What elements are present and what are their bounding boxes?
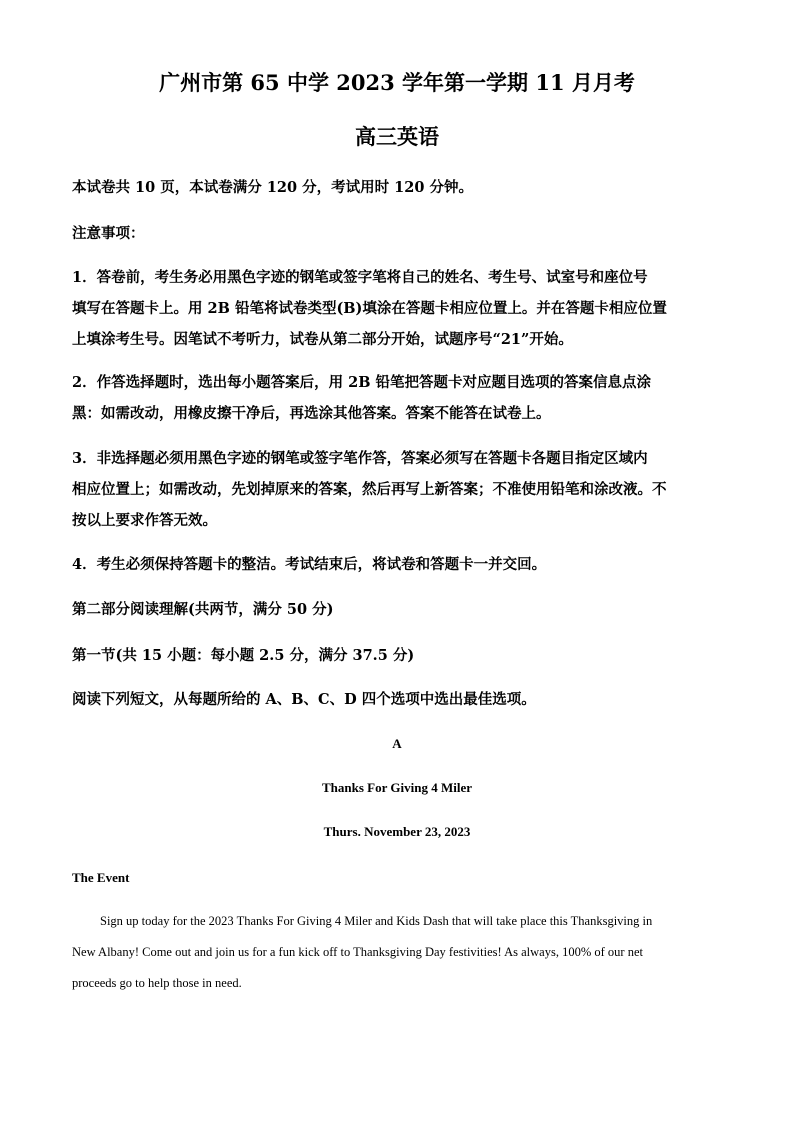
passage-date: Thurs. November 23, 2023 (323, 824, 471, 839)
notice-line: 3．非选择题必须用黑色字迹的钢笔或签字笔作答，答案必须写在答题卡各题目指定区域内 (72, 450, 648, 467)
event-heading: The Event (72, 870, 130, 885)
notice-item-2 (72, 367, 722, 429)
notice-line: 相应位置上；如需改动，先划掉原来的答案，然后再写上新答案；不准使用铅笔和涂改液。不 (72, 481, 667, 498)
notice-heading: 注意事项： (72, 225, 145, 242)
notice-item-1 (72, 262, 722, 355)
notice-line: 上填涂考生号。因笔试不考听力，试卷从第二部分开始，试题序号“21”开始。 (72, 331, 573, 348)
exam-subject: 高三英语 (355, 124, 439, 149)
event-line: New Albany! Come out and join us for a fun kick off to Thanksgiving Day festivities! As always, 100% of our net (72, 945, 643, 959)
passage-title: Thanks For Giving 4 Miler (322, 780, 472, 795)
event-paragraph (72, 906, 732, 999)
notice-line: 4．考生必须保持答题卡的整洁。考试结束后，将试卷和答题卡一并交回。 (72, 556, 547, 573)
intro-text: 本试卷共 10 页，本试卷满分 120 分，考试用时 120 分钟。 (72, 179, 473, 196)
passage-letter: A (392, 736, 402, 751)
exam-title: 广州市第 65 中学 2023 学年第一学期 11 月月考 (159, 70, 635, 95)
notice-line: 1．答卷前，考生务必用黑色字迹的钢笔或签字笔将自己的姓名、考生号、试室号和座位号 (72, 269, 648, 286)
notice-line: 2．作答选择题时，选出每小题答案后，用 2B 铅笔把答题卡对应题目选项的答案信息点涂 (72, 374, 652, 391)
notice-line: 填写在答题卡上。用 2B 铅笔将试卷类型(B)填涂在答题卡相应位置上。并在答题卡相应位置 (72, 300, 667, 317)
notice-item-3 (72, 443, 722, 536)
section-heading: 第一节(共 15 小题：每小题 2.5 分，满分 37.5 分) (72, 647, 415, 664)
event-line: Sign up today for the 2023 Thanks For Giving 4 Miler and Kids Dash that will take place this Thanksgiving in (100, 914, 653, 928)
reading-instruction: 阅读下列短文，从每题所给的 A、B、C、D 四个选项中选出最佳选项。 (72, 691, 536, 708)
notice-item-4 (72, 549, 722, 580)
part-heading: 第二部分阅读理解(共两节，满分 50 分) (72, 601, 334, 618)
event-line: proceeds go to help those in need. (72, 976, 242, 990)
notice-line: 按以上要求作答无效。 (72, 512, 217, 529)
notice-line: 黑：如需改动，用橡皮擦干净后，再选涂其他答案。答案不能答在试卷上。 (72, 405, 551, 422)
